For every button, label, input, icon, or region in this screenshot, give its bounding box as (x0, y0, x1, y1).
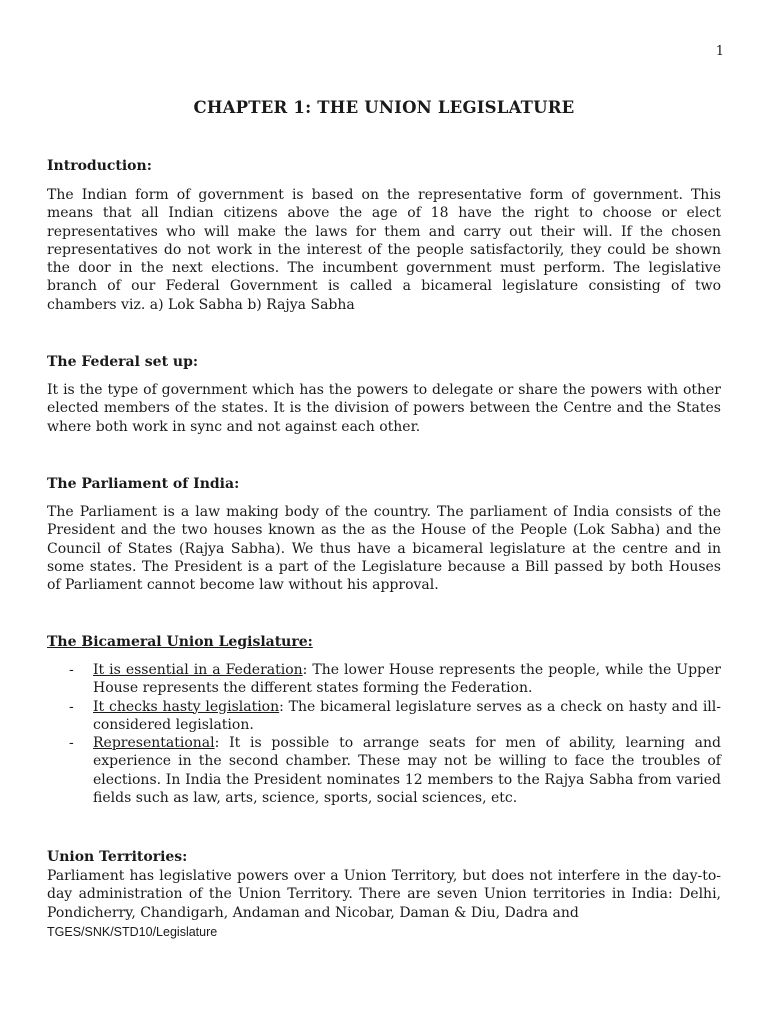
union-territories-paragraph: Parliament has legislative powers over a Union Territory, but does not interfere in the day-to-day administration of the Union Territory. There are seven Union territories in India: Delhi, Pondicherry, Chandigarh, Andaman and Nicobar, Daman & Diu, Dadra and (47, 868, 721, 921)
federal-heading: The Federal set up: (47, 354, 199, 370)
introduction-paragraph: The Indian form of government is based on the representative form of government. This means that all Indian citizens above the age of 18 have the right to choose or elect representatives who will make the laws for them and carry out their will. If the chosen representatives do not work in the interest of the people satisfactorily, they could be shown the door in the next elections. The incumbent government must perform. The legislative branch of our Federal Government is called a bicameral legislature consisting of two chambers viz. a) Lok Sabha b) Rajya Sabha (47, 187, 721, 313)
page-number: 1 (715, 44, 724, 59)
list-item-text: : The lower House represents the people, while the Upper House represents the different states forming the Federation. (93, 662, 721, 697)
list-item-lead: It checks hasty legislation (93, 698, 280, 715)
list-item-text: : The bicameral legislature serves as a check on hasty and ill-considered legislation. (93, 698, 721, 733)
introduction-heading: Introduction: (47, 158, 152, 174)
parliament-paragraph: The Parliament is a law making body of the country. The parliament of India consists of the President and the two houses known as the as the House of the People (Lok Sabha) and the Council of States (Rajya Sabha). We thus have a bicameral legislature at the centre and in some states. The President is a part of the Legislature because a Bill passed by both Houses of Parliament cannot become law without his approval. (47, 504, 721, 594)
union-territories-heading: Union Territories: (47, 849, 188, 865)
parliament-heading: The Parliament of India: (47, 476, 240, 492)
list-item-text: : It is possible to arrange seats for men of ability, learning and experience in the second chamber. These may not be willing to face the troubles of elections. In India the President nominates 12 members to the Rajya Sabha from varied fields such as law, arts, science, sports, social sciences, etc. (93, 735, 721, 807)
list-item (47, 661, 721, 698)
list-dash: - (69, 662, 74, 678)
list-item (47, 734, 721, 807)
page-footer: TGES/SNK/STD10/Legislature (47, 925, 218, 939)
chapter-title: CHAPTER 1: THE UNION LEGISLATURE (193, 98, 575, 117)
list-item-lead: It is essential in a Federation (93, 662, 303, 678)
list-item (47, 698, 721, 735)
bicameral-heading: The Bicameral Union Legislature: (47, 634, 313, 650)
bicameral-list (47, 661, 721, 807)
federal-paragraph: It is the type of government which has the powers to delegate or share the powers with other elected members of the states. It is the division of powers between the Centre and the States where both work in sync and not against each other. (47, 382, 721, 435)
list-item-lead: Representational (93, 735, 215, 752)
list-dash: - (69, 735, 74, 752)
list-dash: - (69, 698, 74, 715)
